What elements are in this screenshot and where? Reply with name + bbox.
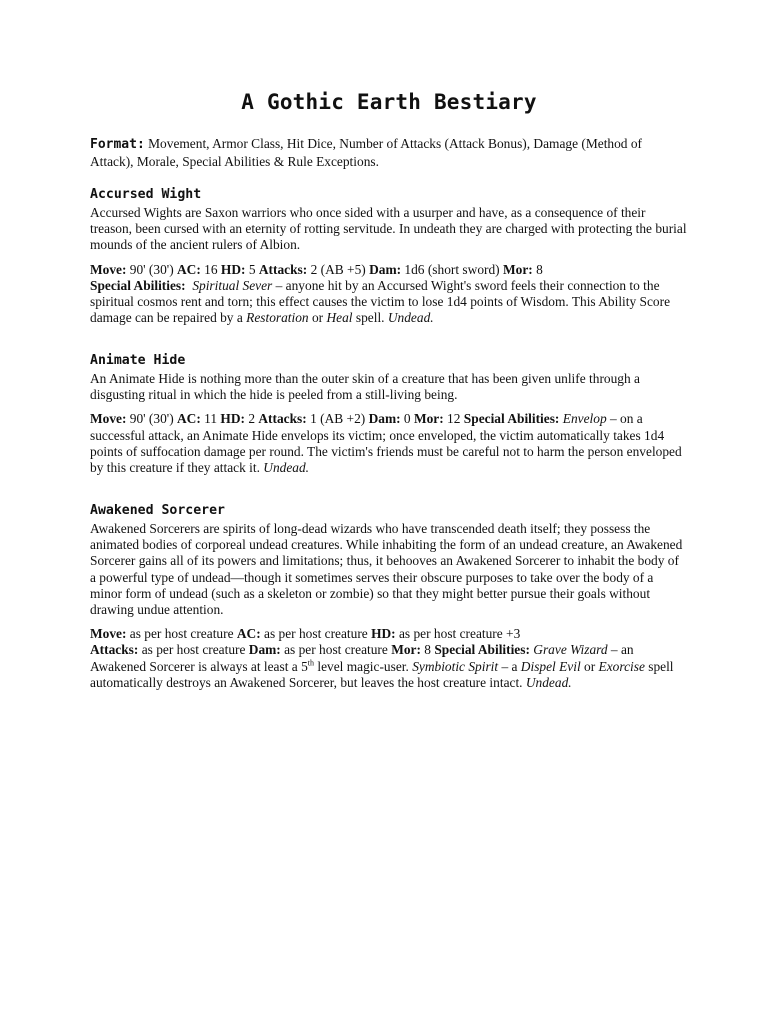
move-value: 90' (30') bbox=[126, 411, 178, 427]
special-label: Special Abilities: bbox=[90, 277, 186, 293]
ac-value: 11 bbox=[200, 411, 221, 427]
spell-name: Restoration bbox=[246, 310, 309, 326]
entry-title: Animate Hide bbox=[90, 353, 186, 368]
ac-value: 16 bbox=[200, 261, 221, 277]
mor-value: 8 bbox=[420, 642, 435, 658]
document-title: A Gothic Earth Bestiary bbox=[241, 90, 537, 114]
move-value: 90' (30') bbox=[126, 261, 178, 277]
attacks-label: Attacks: bbox=[258, 411, 307, 427]
attacks-value: as per host creature bbox=[138, 642, 249, 658]
entry-stats-block bbox=[90, 262, 688, 327]
format-label: Format: bbox=[90, 137, 145, 152]
entry-animate-hide bbox=[90, 352, 688, 476]
entry-title: Accursed Wight bbox=[90, 187, 202, 202]
special-text: spell automatically destroys an Awakened Sorcerer, but leaves the host creature intact. bbox=[90, 658, 674, 690]
entry-accursed-wight bbox=[90, 186, 688, 326]
hd-value: as per host creature +3 bbox=[395, 626, 521, 642]
dam-label: Dam: bbox=[248, 642, 281, 658]
move-value: as per host creature bbox=[126, 626, 237, 642]
hd-label: HD: bbox=[371, 626, 396, 642]
attacks-label: Attacks: bbox=[258, 261, 308, 277]
special-text: – a bbox=[498, 658, 521, 674]
hd-value: 5 bbox=[245, 261, 259, 277]
attacks-label: Attacks: bbox=[90, 642, 139, 658]
special-text: or bbox=[580, 658, 599, 674]
special-text: spell. bbox=[352, 310, 388, 326]
ability-name: Spiritual Sever bbox=[192, 277, 273, 293]
spell-name: Dispel Evil bbox=[520, 658, 581, 674]
special-text: – anyone hit by an Accursed Wight's sword feels their connection to the spiritual cosmos rent and torn; this effect causes the victim to lose 1d4 points of Wisdom. This Ability Score damage can be repaired by a bbox=[90, 277, 671, 326]
format-note bbox=[90, 136, 688, 170]
mor-value: 12 bbox=[443, 411, 464, 427]
ability-name: Grave Wizard bbox=[533, 642, 608, 658]
dam-value: 1d6 (short sword) bbox=[401, 261, 503, 277]
mor-label: Mor: bbox=[391, 642, 421, 658]
move-label: Move: bbox=[90, 261, 127, 277]
spell-name: Heal bbox=[326, 310, 353, 326]
format-text: Movement, Armor Class, Hit Dice, Number of Attacks (Attack Bonus), Damage (Method of Attack), Morale, Special Abilities & Rule Exceptions. bbox=[90, 136, 643, 169]
entry-stats-block bbox=[90, 626, 688, 691]
special-text: level magic-user. bbox=[314, 658, 413, 674]
special-label: Special Abilities: bbox=[434, 642, 530, 658]
ac-label: AC: bbox=[177, 411, 201, 427]
move-label: Move: bbox=[90, 626, 127, 642]
special-text: – on a successful attack, an Animate Hide envelops its victim; once enveloped, the victim automatically takes 1d4 points of suffocation damage per round. The victim's friends must be careful not to harm the person enveloped by this creature if they attack it. bbox=[90, 411, 682, 476]
dam-value: as per host creature bbox=[280, 642, 392, 658]
entry-title: Awakened Sorcerer bbox=[90, 503, 225, 518]
entry-awakened-sorcerer bbox=[90, 502, 688, 691]
ac-value: as per host creature bbox=[260, 626, 372, 642]
entry-stats-block bbox=[90, 411, 688, 476]
ordinal-suffix: th bbox=[307, 658, 315, 668]
ability-name: Symbiotic Spirit bbox=[412, 658, 499, 674]
ability-name: Envelop bbox=[562, 411, 607, 427]
entry-description: An Animate Hide is nothing more than the outer skin of a creature that has been given unlife through a disgusting ritual in which the hide is peeled from a still-living being. bbox=[90, 371, 640, 403]
dam-label: Dam: bbox=[368, 411, 401, 427]
ac-label: AC: bbox=[177, 261, 201, 277]
mor-value: 8 bbox=[532, 261, 543, 277]
creature-type: Undead. bbox=[525, 674, 572, 690]
special-text: or bbox=[308, 310, 327, 326]
hd-label: HD: bbox=[220, 411, 245, 427]
hd-label: HD: bbox=[220, 261, 246, 277]
attacks-value: 1 (AB +2) bbox=[306, 411, 369, 427]
move-label: Move: bbox=[90, 411, 127, 427]
entry-description: Awakened Sorcerers are spirits of long-dead wizards who have transcended death itself; they possess the animated bodies of corporeal undead creatures. While inhabiting the form of an undead creature, an Awakened Sorcerer gains all of its powers and limitations; thus, it behooves an Awakened Sorcerer to inhabit the body of a powerful type of undead—though it sometimes serves their obscure purposes to take over the body of a minor form of undead (such as a skeleton or zombie) so that they might better pursue their goals without drawing undue attention. bbox=[90, 521, 683, 618]
hd-value: 2 bbox=[244, 411, 259, 427]
dam-label: Dam: bbox=[369, 261, 402, 277]
special-label: Special Abilities: bbox=[463, 411, 560, 427]
creature-type: Undead. bbox=[263, 460, 310, 476]
mor-label: Mor: bbox=[413, 411, 444, 427]
mor-label: Mor: bbox=[502, 261, 533, 277]
creature-type: Undead. bbox=[387, 310, 434, 326]
entry-description: Accursed Wights are Saxon warriors who once sided with a usurper and have, as a consequence of their treason, been cursed with an eternity of rotting servitude. In undeath they are charged with protecting the burial mounds of the ancient rulers of Albion. bbox=[90, 205, 687, 253]
spell-name: Exorcise bbox=[598, 658, 645, 674]
dam-value: 0 bbox=[400, 411, 414, 427]
attacks-value: 2 (AB +5) bbox=[307, 261, 370, 277]
special-text: – an Awakened Sorcerer is always at least a 5 bbox=[90, 642, 634, 674]
ac-label: AC: bbox=[236, 626, 261, 642]
